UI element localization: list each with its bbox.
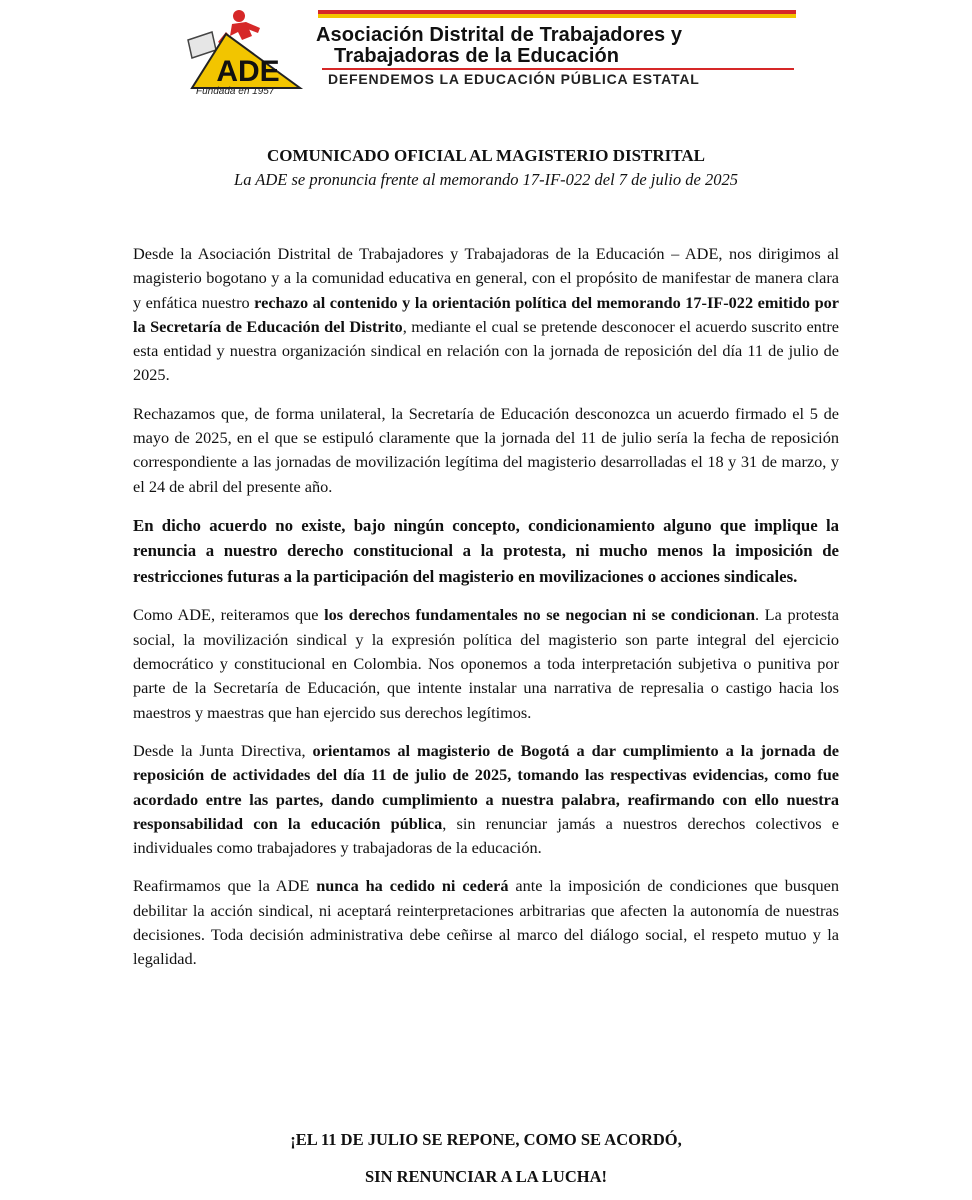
emphasis-derechos: los derechos fundamentales no se negocian ni se condicionan xyxy=(324,605,755,625)
founded-text: Fundada en 1957 xyxy=(196,86,275,97)
flag-stripes xyxy=(318,10,796,18)
paragraph-1: Desde la Asociación Distrital de Trabajadores y Trabajadoras de la Educación – ADE, nos dirigimos al magisterio bogotano y a la comunidad educativa en general, con el propósito de manifestar de manera clara y enfática nuestro rechazo al contenido y la orientación política del memorando 17-IF-022 emitido por la Secretaría de Educación del Distrito, mediante el cual se pretende desconocer el acuerdo suscrito entre esta entidad y nuestra organización sindical en relación con la jornada de reposición del día 11 de julio de 2025. xyxy=(133,244,840,385)
closing-line-1: ¡EL 11 DE JULIO SE REPONE, COMO SE ACORDÓ, xyxy=(290,1130,682,1149)
emphasis-nunca: nunca ha cedido ni cederá xyxy=(316,876,509,896)
organization-name-line2: Trabajadoras de la Educación xyxy=(334,45,620,67)
document-body xyxy=(133,242,839,986)
document-subtitle: La ADE se pronuncia frente al memorando 17-IF-022 del 7 de julio de 2025 xyxy=(234,170,738,189)
slogan: DEFENDEMOS LA EDUCACIÓN PÚBLICA ESTATAL xyxy=(328,71,700,87)
document-title: COMUNICADO OFICIAL AL MAGISTERIO DISTRITAL xyxy=(267,146,705,165)
organization-name-line1: Asociación Distrital de Trabajadores y xyxy=(316,24,683,46)
closing-slogan xyxy=(0,1121,972,1195)
paragraph-6: Reafirmamos que la ADE nunca ha cedido ni cederá ante la imposición de condiciones que busquen debilitar la acción sindical, ni aceptará reinterpretaciones arbitrarias que afecten la autonomía de nuestras decisiones. Toda decisión administrativa debe ceñirse al marco del diálogo social, el respeto mutuo y la legalidad. xyxy=(133,876,840,969)
logo-letters: ADE xyxy=(216,55,280,88)
paragraph-4: Como ADE, reiteramos que los derechos fundamentales no se negocian ni se condicionan. La protesta social, la movilización sindical y la expresión política del magisterio son parte integral del ejercicio democrático y constitucional en Colombia. Nos oponemos a toda interpretación subjetiva o punitiva por parte de la Secretaría de Educación, que intente instalar una narrativa de represalia o castigo hacia los maestros y maestras que han ejercido sus derechos legítimos. xyxy=(133,605,840,722)
paragraph-2: Rechazamos que, de forma unilateral, la Secretaría de Educación desconozca un acuerdo firmado el 5 de mayo de 2025, en el que se estipuló claramente que la jornada del 11 de julio sería la fecha de reposición correspondiente a las jornadas de movilización legítima del magisterio desarrolladas el 18 y 31 de marzo, y el 24 de abril del presente año. xyxy=(133,403,839,496)
emphasis-orientamos: orientamos al magisterio de Bogotá a dar cumplimiento a la jornada de reposición de actividades del día 11 de julio de 2025, tomando las respectivas evidencias, como fue acordado entre las partes, dando cumplimiento a nuestra palabra, reafirmando con ello nuestra responsabilidad con la educación pública xyxy=(133,740,839,833)
paragraph-5: Desde la Junta Directiva, orientamos al magisterio de Bogotá a dar cumplimiento a la jornada de reposición de actividades del día 11 de julio de 2025, tomando las respectivas evidencias, como fue acordado entre las partes, dando cumplimiento a nuestra palabra, reafirmando con ello nuestra responsabilidad con la educación pública, sin renunciar jamás a nuestros derechos colectivos e individuales como trabajadores y trabajadoras de la educación. xyxy=(133,740,839,858)
emphasis-rechazo: rechazo al contenido y la orientación política del memorando 17-IF-022 emitido por la Secretaría de Educación del Distrito xyxy=(133,292,840,336)
book-icon xyxy=(188,32,216,58)
closing-line-2: SIN RENUNCIAR A LA LUCHA! xyxy=(364,1167,608,1186)
header-divider xyxy=(322,68,794,70)
letterhead xyxy=(0,0,972,110)
paragraph-3: En dicho acuerdo no existe, bajo ningún concepto, condicionamiento alguno que implique la renuncia a nuestro derecho constitucional a la protesta, ni mucho menos la imposición de restricciones futuras a la participación del magisterio en movilizaciones o acciones sindicales. xyxy=(133,515,839,586)
